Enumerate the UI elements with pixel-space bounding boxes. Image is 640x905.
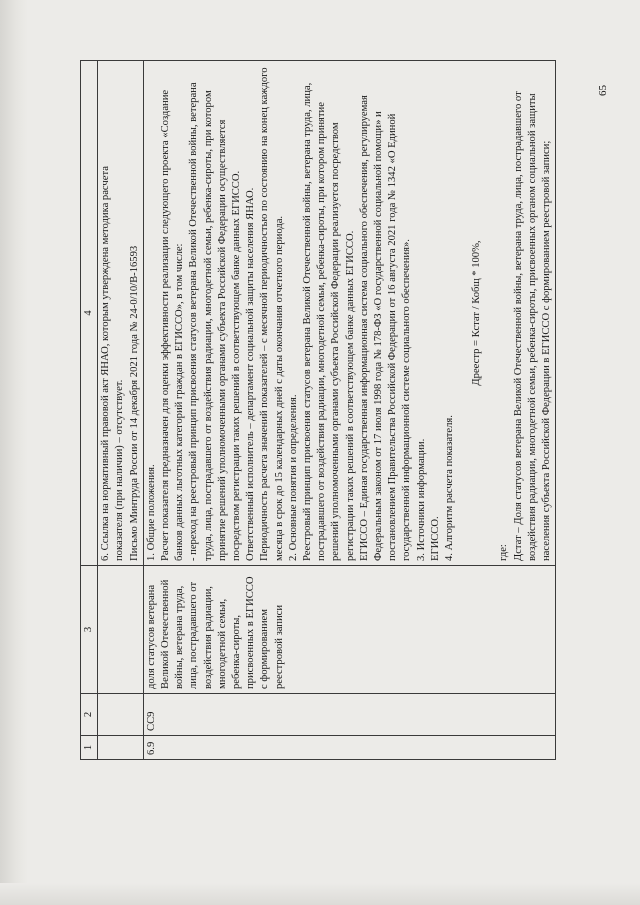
row-number: 6.9 (143, 736, 555, 760)
header-col-1: 1 (81, 736, 98, 760)
methodology-line: Реестровый принцип присвоения статусов ветерана Великой Отечественной войны, ветерана труда, лица, пострадавшего от воздействия радиации, многодетной семьи, ребенка-сироты, при котором принятие решений уполномоченными органами субъекта Российской Федерации реализуется посредством регистрации таких решений в соответствующем банке данных ЕГИССО. (302, 82, 356, 561)
scan-bottom-shadow (0, 883, 640, 905)
header-col-3: 3 (81, 566, 98, 694)
prev-line: Письмо Минтруда России от 14 декабря 2021 года № 24-0/10/В-16593 (128, 245, 140, 561)
prev-line: 6. Ссылка на нормативный правовой акт ЯНАО, которым утверждена методика расчета (100, 166, 112, 561)
prev-cell-3 (98, 566, 144, 694)
header-col-4: 4 (81, 61, 98, 566)
where-label: где: (498, 544, 510, 561)
row-indicator-name: доля статусов ветерана Великой Отечественной войны, ветерана труда, лица, пострадавшего от воздействия радиации, многодетной семьи, ребенка-сироты, присвоенных в ЕГИССО с формированием реестровой записи (143, 566, 555, 694)
table-row-previous (98, 61, 144, 760)
methodology-line: Ответственный исполнитель – департамент социальной защиты населения ЯНАО. (245, 187, 257, 561)
prev-cell-1 (98, 736, 144, 760)
prev-line: показателя (при наличии) – отсутствует. (114, 379, 126, 561)
methodology-line: 4. Алгоритм расчета показателя. (444, 415, 456, 561)
row-methodology (143, 61, 555, 566)
methodology-line: ЕГИССО – Единая государственная информационная система социального обеспечения, регулируемая Федеральным законом от 17 июля 1998 года № 178-ФЗ «О государственной социальной помощи» и постановлением Правительства Российской Федерации от 16 августа 2021 года № 1342 «О Единой государственной информационной системе социального обеспечения». (358, 95, 413, 561)
prev-cell-description (98, 61, 144, 566)
formula: Дреестр = Кстат / Кобщ * 100%, (471, 240, 483, 386)
methodology-line: ЕГИССО. (429, 516, 441, 561)
methodology-line: 1. Общие положения. (145, 464, 157, 561)
table-row-6-9 (143, 61, 555, 760)
page-number: 65 (597, 85, 609, 96)
prev-cell-2 (98, 694, 144, 736)
rotated-document-table (80, 60, 615, 760)
methodology-line: 2. Основные понятия и определения. (287, 394, 299, 561)
row-code: СС9 (143, 694, 555, 736)
indicator-table (80, 60, 556, 760)
methodology-line: Расчет показателя предназначен для оценки эффективности реализации следующего проекта «Создание банков данных льготных категорий граждан в ЕГИССО», в том числе: (160, 89, 186, 561)
spacer (487, 65, 497, 561)
methodology-line: 3. Источники информации. (415, 438, 427, 561)
table-header-row (81, 61, 98, 760)
where-line: Дстат – Доля статусов ветерана Великой Отечественной войны, ветерана труда, лица, пострадавшего от воздействия радиации, многодетной семьи, ребенка-сироты, присвоенных органом социальной защиты населения субъекта Российской Федерации в ЕГИССО с формированием реестровой записи; (512, 91, 553, 561)
spacer (457, 65, 467, 561)
scan-edge-shadow (0, 0, 28, 905)
header-col-2: 2 (81, 694, 98, 736)
methodology-line: Периодичность расчета значений показателей – с месячной периодичностью по состоянию на конец каждого месяца в срок до 15 календарных дней с даты окончания отчетного периода. (259, 67, 285, 561)
methodology-line: - переход на реестровый принцип присвоения статусов ветерана Великой Отечественной войны, ветерана труда, лица, пострадавшего от воздействия радиации, многодетной семьи, ребенка-сироты, при котором принятие решений уполномоченными органами субъекта Российской Федерации осуществляется посредством регистрации таких решений в соответствующем банке данных ЕГИССО. (188, 82, 243, 561)
